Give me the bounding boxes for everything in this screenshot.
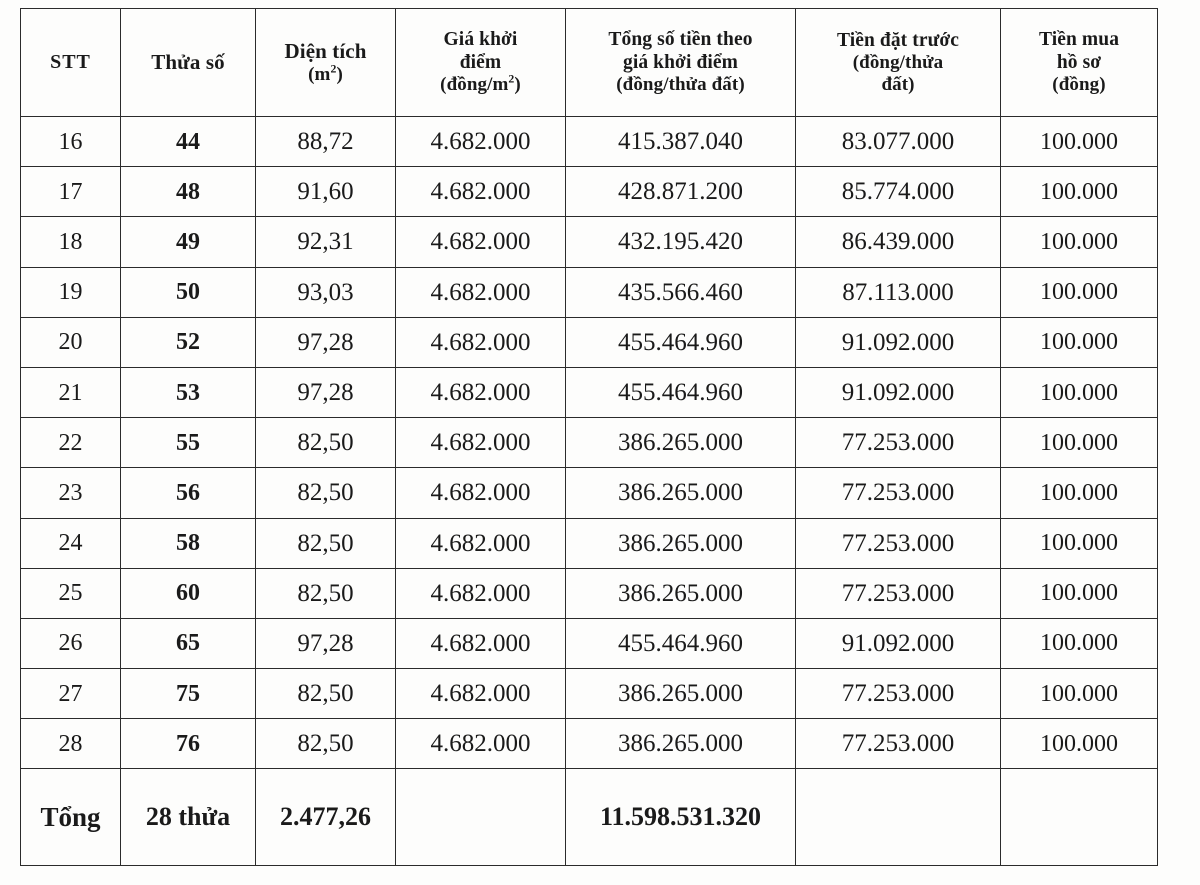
cell-tong-so-tien: 432.195.420	[566, 217, 796, 267]
cell-tien-mua-ho-so: 100.000	[1001, 167, 1158, 217]
cell-stt: 25	[21, 568, 121, 618]
cell-gia-khoi-diem: 4.682.000	[396, 518, 566, 568]
cell-stt: 19	[21, 267, 121, 317]
cell-tien-mua-ho-so: 100.000	[1001, 719, 1158, 769]
cell-dien-tich: 88,72	[256, 117, 396, 167]
column-header-gia-khoi-diem-unit: $(đồng/m^2)$	[440, 72, 521, 95]
cell-thua-so: 65	[121, 618, 256, 668]
cell-dien-tich: 82,50	[256, 518, 396, 568]
column-header-dien-tich	[256, 9, 396, 117]
column-header-tong-so-tien-line2: giá khởi điểm	[622, 51, 739, 73]
cell-gia-khoi-diem: 4.682.000	[396, 669, 566, 719]
total-cell-tong-so-tien: 11.598.531.320	[566, 769, 796, 866]
table-row	[21, 418, 1158, 468]
cell-thua-so: 52	[121, 317, 256, 367]
cell-tien-mua-ho-so: 100.000	[1001, 217, 1158, 267]
cell-thua-so: 50	[121, 267, 256, 317]
column-header-tong-so-tien-unit: (đồng/thửa đất)	[616, 73, 745, 95]
cell-thua-so: 75	[121, 669, 256, 719]
cell-stt: 16	[21, 117, 121, 167]
column-header-tien-mua-ho-so-line2: hồ sơ	[1056, 51, 1102, 73]
cell-gia-khoi-diem: 4.682.000	[396, 367, 566, 417]
cell-thua-so: 60	[121, 568, 256, 618]
cell-thua-so: 55	[121, 418, 256, 468]
cell-tien-dat-truoc: 87.113.000	[796, 267, 1001, 317]
column-header-tien-dat-truoc-unit2: đất)	[881, 73, 915, 95]
cell-tong-so-tien: 386.265.000	[566, 719, 796, 769]
cell-thua-so: 58	[121, 518, 256, 568]
cell-tien-dat-truoc: 77.253.000	[796, 719, 1001, 769]
cell-tien-mua-ho-so: 100.000	[1001, 669, 1158, 719]
table-row	[21, 618, 1158, 668]
cell-gia-khoi-diem: 4.682.000	[396, 618, 566, 668]
cell-tong-so-tien: 386.265.000	[566, 518, 796, 568]
table-row	[21, 167, 1158, 217]
column-header-tien-mua-ho-so-unit: (đồng)	[1052, 73, 1106, 95]
column-header-gia-khoi-diem-line2: điểm	[459, 51, 502, 73]
column-header-tien-dat-truoc-unit1: (đồng/thửa	[852, 51, 944, 73]
cell-dien-tich: 82,50	[256, 669, 396, 719]
cell-gia-khoi-diem: 4.682.000	[396, 317, 566, 367]
cell-tien-dat-truoc: 85.774.000	[796, 167, 1001, 217]
total-cell-tien-mua-ho-so	[1001, 769, 1158, 866]
cell-stt: 17	[21, 167, 121, 217]
cell-tien-dat-truoc: 77.253.000	[796, 518, 1001, 568]
table-row	[21, 317, 1158, 367]
cell-tien-dat-truoc: 91.092.000	[796, 317, 1001, 367]
cell-tong-so-tien: 386.265.000	[566, 468, 796, 518]
cell-dien-tich: 93,03	[256, 267, 396, 317]
cell-tien-mua-ho-so: 100.000	[1001, 418, 1158, 468]
cell-dien-tich: 82,50	[256, 719, 396, 769]
cell-thua-so: 49	[121, 217, 256, 267]
cell-tien-dat-truoc: 91.092.000	[796, 618, 1001, 668]
cell-tong-so-tien: 455.464.960	[566, 317, 796, 367]
total-cell-tien-dat-truoc	[796, 769, 1001, 866]
table-row	[21, 267, 1158, 317]
cell-gia-khoi-diem: 4.682.000	[396, 418, 566, 468]
total-cell-gia-khoi-diem	[396, 769, 566, 866]
column-header-tien-dat-truoc	[796, 9, 1001, 117]
cell-tien-dat-truoc: 77.253.000	[796, 669, 1001, 719]
table-body	[21, 117, 1158, 866]
auction-parcels-table-container	[20, 8, 1157, 866]
cell-tong-so-tien: 435.566.460	[566, 267, 796, 317]
cell-thua-so: 56	[121, 468, 256, 518]
table-header-row	[21, 9, 1158, 117]
cell-tien-mua-ho-so: 100.000	[1001, 267, 1158, 317]
table-row	[21, 669, 1158, 719]
column-header-tong-so-tien	[566, 9, 796, 117]
cell-dien-tich: 97,28	[256, 618, 396, 668]
cell-tong-so-tien: 428.871.200	[566, 167, 796, 217]
column-header-stt	[21, 9, 121, 117]
cell-tien-dat-truoc: 77.253.000	[796, 468, 1001, 518]
cell-tien-dat-truoc: 77.253.000	[796, 568, 1001, 618]
column-header-tong-so-tien-line1: Tổng số tiền theo	[608, 29, 753, 51]
cell-tien-dat-truoc: 83.077.000	[796, 117, 1001, 167]
cell-stt: 22	[21, 418, 121, 468]
table-row	[21, 367, 1158, 417]
cell-dien-tich: 91,60	[256, 167, 396, 217]
cell-tien-dat-truoc: 77.253.000	[796, 418, 1001, 468]
column-header-tien-dat-truoc-line1: Tiền đặt trước	[836, 29, 960, 51]
cell-stt: 23	[21, 468, 121, 518]
cell-tien-mua-ho-so: 100.000	[1001, 468, 1158, 518]
cell-tien-mua-ho-so: 100.000	[1001, 568, 1158, 618]
total-cell-thua-so: 28 thửa	[121, 769, 256, 866]
cell-thua-so: 76	[121, 719, 256, 769]
cell-tong-so-tien: 386.265.000	[566, 568, 796, 618]
table-row	[21, 217, 1158, 267]
cell-stt: 24	[21, 518, 121, 568]
cell-stt: 18	[21, 217, 121, 267]
cell-gia-khoi-diem: 4.682.000	[396, 568, 566, 618]
column-header-dien-tich-unit: $(m^2)$	[308, 62, 343, 85]
cell-tong-so-tien: 386.265.000	[566, 669, 796, 719]
cell-tien-mua-ho-so: 100.000	[1001, 117, 1158, 167]
cell-dien-tich: 97,28	[256, 367, 396, 417]
cell-tien-dat-truoc: 86.439.000	[796, 217, 1001, 267]
column-header-stt-label: STT	[50, 51, 91, 74]
cell-tien-dat-truoc: 91.092.000	[796, 367, 1001, 417]
cell-stt: 28	[21, 719, 121, 769]
table-total-row	[21, 769, 1158, 866]
table-row	[21, 568, 1158, 618]
cell-stt: 26	[21, 618, 121, 668]
cell-thua-so: 44	[121, 117, 256, 167]
cell-dien-tich: 82,50	[256, 418, 396, 468]
cell-thua-so: 48	[121, 167, 256, 217]
table-row	[21, 117, 1158, 167]
cell-gia-khoi-diem: 4.682.000	[396, 468, 566, 518]
cell-tong-so-tien: 386.265.000	[566, 418, 796, 468]
column-header-gia-khoi-diem	[396, 9, 566, 117]
cell-tien-mua-ho-so: 100.000	[1001, 317, 1158, 367]
cell-tong-so-tien: 455.464.960	[566, 367, 796, 417]
cell-tong-so-tien: 455.464.960	[566, 618, 796, 668]
cell-stt: 20	[21, 317, 121, 367]
total-cell-label: Tổng	[21, 769, 121, 866]
auction-parcels-table	[20, 8, 1158, 866]
cell-gia-khoi-diem: 4.682.000	[396, 167, 566, 217]
column-header-tien-mua-ho-so-line1: Tiền mua	[1038, 29, 1120, 51]
cell-tien-mua-ho-so: 100.000	[1001, 518, 1158, 568]
cell-gia-khoi-diem: 4.682.000	[396, 267, 566, 317]
column-header-tien-mua-ho-so	[1001, 9, 1158, 117]
total-cell-dien-tich: 2.477,26	[256, 769, 396, 866]
table-row	[21, 468, 1158, 518]
column-header-thua-so-label: Thửa số	[151, 49, 225, 74]
column-header-dien-tich-label: Diện tích	[284, 38, 367, 63]
cell-dien-tich: 82,50	[256, 568, 396, 618]
table-row	[21, 518, 1158, 568]
table-row	[21, 719, 1158, 769]
cell-stt: 27	[21, 669, 121, 719]
cell-dien-tich: 92,31	[256, 217, 396, 267]
cell-dien-tich: 82,50	[256, 468, 396, 518]
column-header-gia-khoi-diem-line1: Giá khởi	[443, 29, 518, 51]
cell-stt: 21	[21, 367, 121, 417]
cell-gia-khoi-diem: 4.682.000	[396, 117, 566, 167]
cell-dien-tich: 97,28	[256, 317, 396, 367]
cell-tong-so-tien: 415.387.040	[566, 117, 796, 167]
cell-tien-mua-ho-so: 100.000	[1001, 367, 1158, 417]
cell-gia-khoi-diem: 4.682.000	[396, 719, 566, 769]
cell-tien-mua-ho-so: 100.000	[1001, 618, 1158, 668]
cell-thua-so: 53	[121, 367, 256, 417]
column-header-thua-so	[121, 9, 256, 117]
table-header	[21, 9, 1158, 117]
cell-gia-khoi-diem: 4.682.000	[396, 217, 566, 267]
